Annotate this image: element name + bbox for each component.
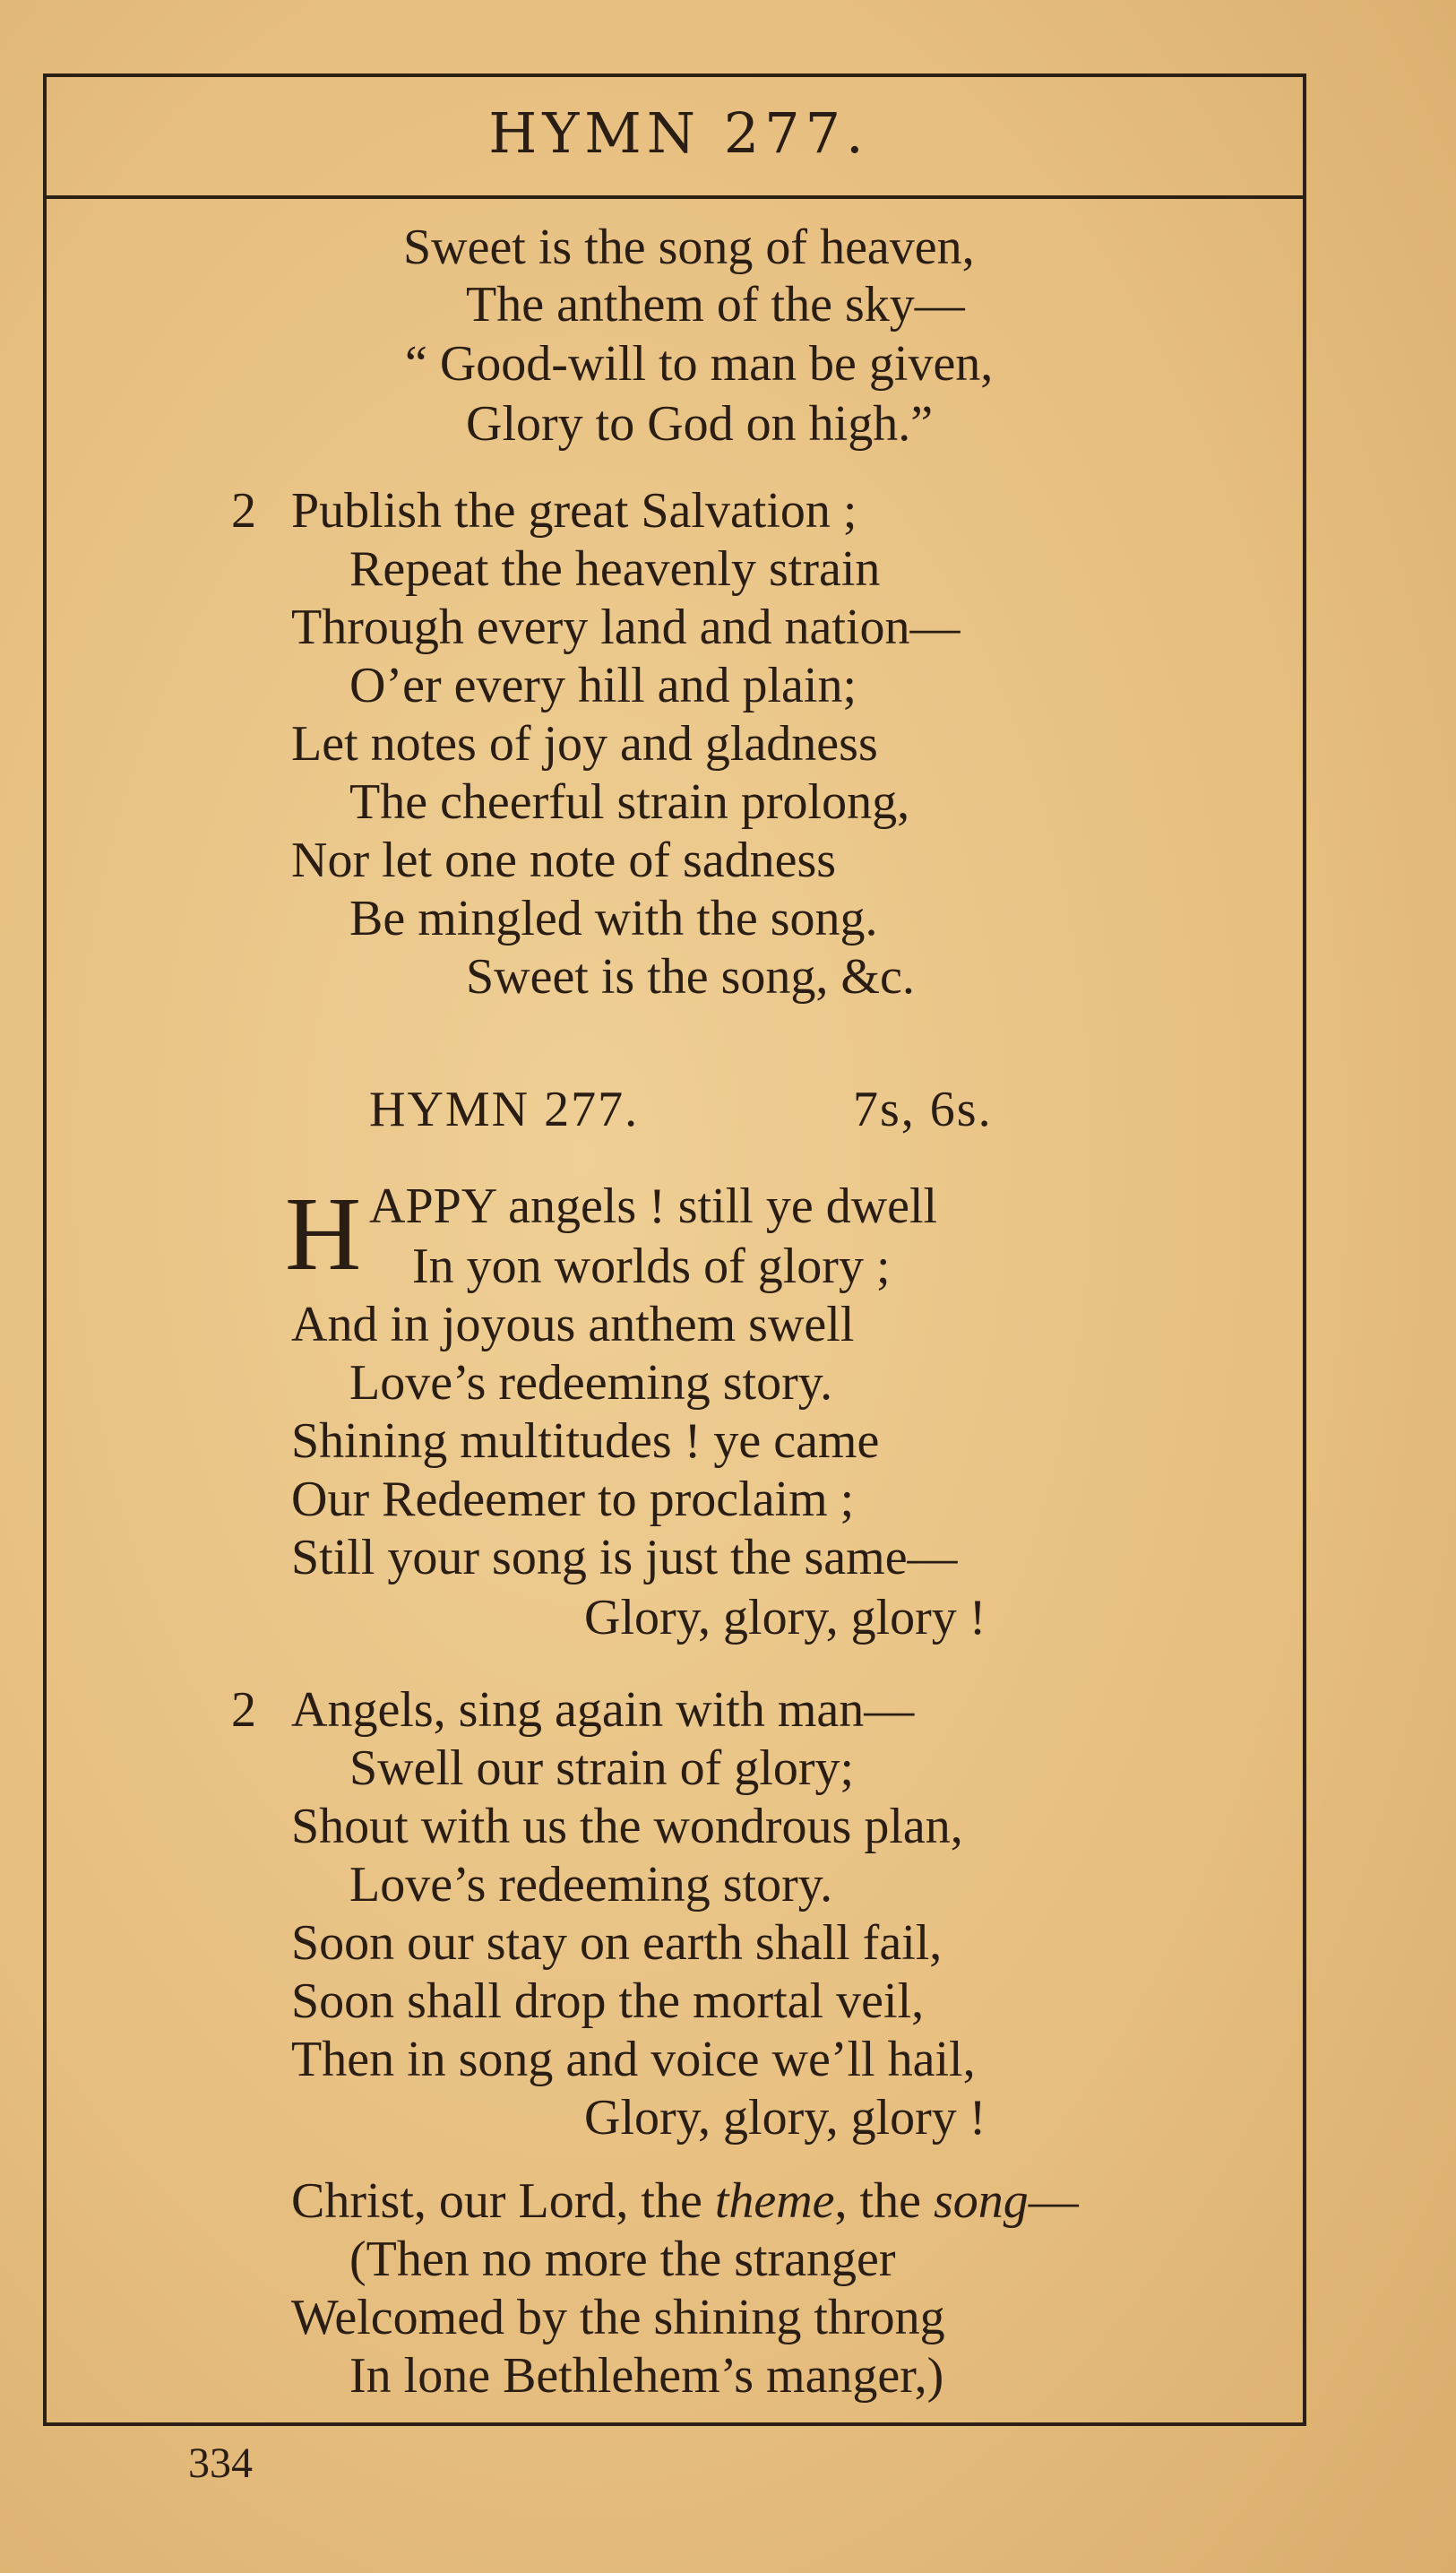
header-rule [43,195,1306,199]
drop-cap: H [285,1175,362,1292]
verse-line: Glory, glory, glory ! [584,2090,986,2146]
verse-line: Then in song and voice we’ll hail, [291,2032,976,2087]
bottom-rule [43,2422,1306,2426]
verse-line: Angels, sing again with man— [291,1682,915,1738]
verse-line: Through every land and nation— [291,600,961,655]
verse-line: Glory to God on high.” [466,396,934,452]
verse-line: In yon worlds of glory ; [412,1239,891,1294]
verse-line: Love’s redeeming story. [349,1857,833,1912]
verse-line-with-emphasis [291,2173,1079,2229]
verse-line: Let notes of joy and gladness [291,716,878,772]
stanza-number: 2 [231,483,256,539]
emphasis-song: song [933,2173,1029,2229]
verse-line: Soon shall drop the mortal veil, [291,1973,925,2029]
verse-text: — [1028,2173,1079,2229]
verse-line: Nor let one note of sadness [291,833,837,888]
verse-line: (Then no more the stranger [349,2232,896,2287]
verse-line: Soon our stay on earth shall fail, [291,1915,943,1971]
verse-line: The cheerful strain prolong, [349,774,910,830]
verse-text: , the [834,2173,934,2229]
page-header-title: HYMN 277. [488,100,869,166]
verse-line: Still your song is just the same— [291,1530,958,1585]
verse-text: Christ, our Lord, the [291,2173,715,2229]
top-rule [43,73,1306,77]
verse-line: Sweet is the song of heaven, [403,220,975,275]
verse-line: Glory, glory, glory ! [584,1590,986,1645]
left-rule [43,73,47,2426]
verse-line: “ Good-will to man be given, [405,336,994,392]
right-rule [1303,73,1306,2426]
verse-line: Swell our strain of glory; [349,1740,855,1796]
page-number: 334 [188,2439,253,2487]
verse-line: Be mingled with the song. [349,891,878,946]
verse-line: And in joyous anthem swell [291,1297,855,1352]
verse-line: Shining multitudes ! ye came [291,1413,880,1469]
verse-line: Our Redeemer to proclaim ; [291,1472,855,1527]
emphasis-theme: theme [714,2173,835,2229]
verse-line: APPY angels ! still ye dwell [369,1179,938,1234]
verse-line: Publish the great Salvation ; [291,483,857,539]
hymn-meter: 7s, 6s. [853,1082,993,1137]
hymn-title: HYMN 277. [369,1082,640,1137]
verse-line: Love’s redeeming story. [349,1355,833,1411]
verse-line: Shout with us the wondrous plan, [291,1799,963,1854]
verse-line: Sweet is the song, &c. [466,949,915,1005]
verse-line: Welcomed by the shining throng [291,2290,945,2345]
verse-line: O’er every hill and plain; [349,658,857,713]
verse-line: In lone Bethlehem’s manger,) [349,2348,944,2404]
verse-line: The anthem of the sky— [466,277,965,332]
verse-line: Repeat the heavenly strain [349,541,881,597]
stanza-number: 2 [231,1682,256,1738]
